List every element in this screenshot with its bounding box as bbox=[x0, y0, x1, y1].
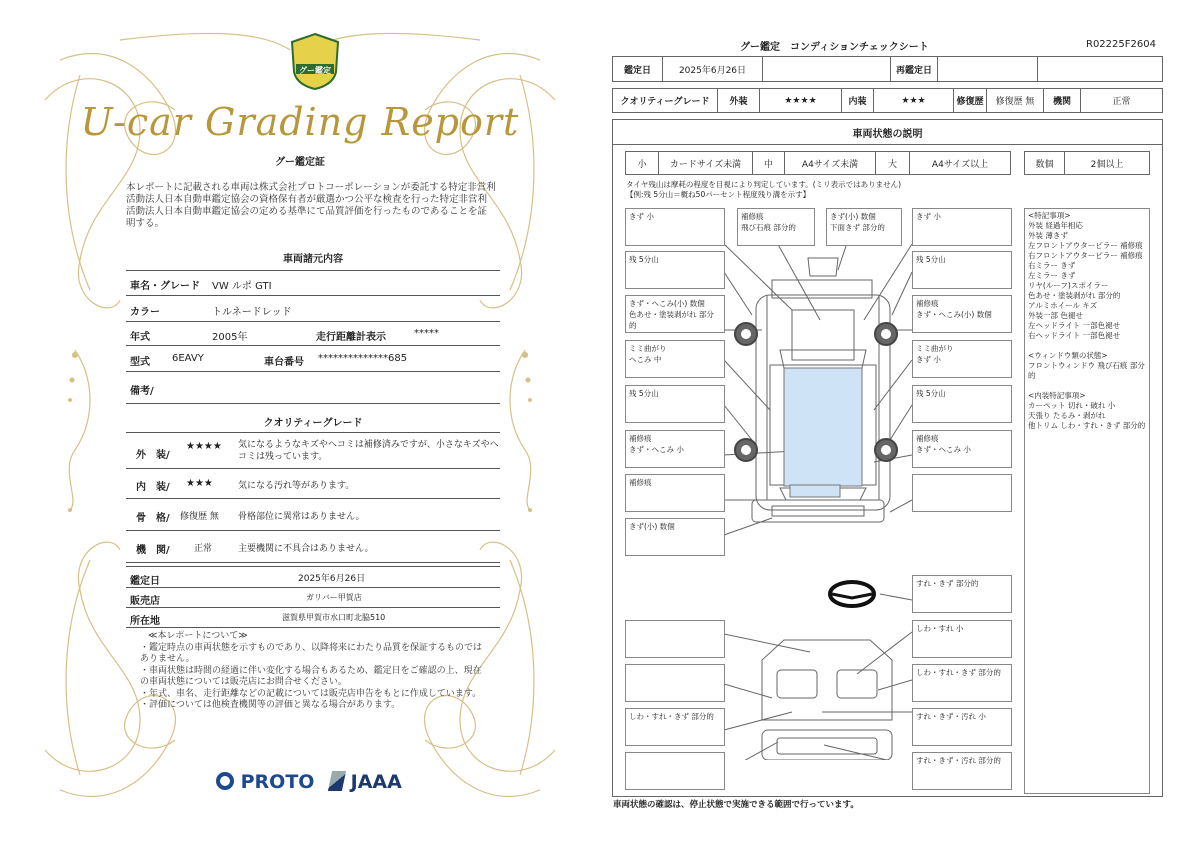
note-box: 補修痕 きず・へこみ(小) 数個 bbox=[912, 295, 1012, 333]
certificate-intro: 本レポートに記載される車両は株式会社プロトコーポレーションが委託する特定非営利活動法人日本自動車鑑定協会の資格保有者が厳選かつ公平な検査を行った特定非営利活動法人日本自動車鑑定協会の定める基準にて品質評価を行ったものであることを証明する。 bbox=[126, 182, 496, 229]
address-row bbox=[126, 608, 500, 628]
size-s-desc: カードサイズ未満 bbox=[659, 152, 753, 174]
report-title: U-car Grading Report bbox=[80, 100, 520, 144]
date-value: 2025年6月26日 bbox=[663, 57, 763, 81]
count-label: 数個 bbox=[1025, 152, 1065, 174]
note-box: 補修痕 きず・へこみ 小 bbox=[625, 430, 725, 468]
specs-heading: 車両諸元内容 bbox=[283, 254, 343, 265]
rear-glass bbox=[790, 485, 840, 497]
engine-label: 機 関/ bbox=[136, 545, 170, 556]
redate-label: 再鑑定日 bbox=[891, 57, 938, 81]
date-row bbox=[612, 56, 1163, 82]
sheet-footer: 車両状態の確認は、停止状態で実施できる範囲で行っています。 bbox=[613, 800, 859, 810]
appraisal-date-value: 2025年6月26日 bbox=[298, 574, 366, 584]
quality-row-interior bbox=[126, 469, 500, 499]
model-label: 型式 bbox=[130, 357, 150, 368]
proto-logo: PROTO bbox=[216, 771, 314, 793]
tire-note: タイヤ残山は摩耗の程度を目視により判定しています。(ミリ表示ではありません) bbox=[626, 180, 902, 189]
proto-mark-icon bbox=[216, 772, 234, 790]
note-box: しわ・すれ・きず 部分的 bbox=[912, 664, 1012, 702]
note-item: ・評価については他検査機関等の評価と異なる場合があります。 bbox=[140, 700, 401, 710]
note-item: ・車両状態は時間の経過に伴い変化する場合もあるため、鑑定日をご確認の上、現在の車両状態については販売店にお問合せください。 bbox=[140, 665, 482, 687]
quality-row-exterior bbox=[126, 432, 500, 469]
note-box bbox=[625, 664, 725, 702]
exterior-label: 外 装/ bbox=[136, 450, 170, 461]
repair-value: 修復歴 無 bbox=[987, 89, 1044, 112]
address-label: 所在地 bbox=[130, 616, 160, 627]
note-box: 補修痕 飛び石痕 部分的 bbox=[737, 208, 815, 246]
note-box: きず・へこみ(小) 数個 色あせ・塗装剥がれ 部分的 bbox=[625, 295, 725, 333]
address-value: 滋賀県甲賀市水口町北脇510 bbox=[282, 613, 386, 622]
sheet-title: グー鑑定 コンディションチェックシート bbox=[740, 42, 929, 53]
size-s: 小 bbox=[626, 152, 659, 174]
note-box: しわ・すれ・きず 部分的 bbox=[625, 708, 725, 746]
spec-row-remarks bbox=[126, 372, 500, 404]
blank-cell bbox=[1038, 57, 1162, 81]
model-value: 6EAVY bbox=[172, 353, 204, 364]
note-box: ミミ曲がり へこみ 中 bbox=[625, 340, 725, 378]
quality-heading: クオリティーグレード bbox=[263, 418, 363, 429]
dealer-row bbox=[126, 588, 500, 608]
odometer-value: ***** bbox=[414, 328, 439, 339]
dealer-label: 販売店 bbox=[130, 596, 160, 607]
engine-text: 主要機関に不具合はありません。 bbox=[238, 544, 374, 554]
special-notes: <特記事項> 外装 経過年相応 外装 薄きず 左フロントアウターピラー 補修痕 右フロントアウターピラー 補修痕 右ミラー きず 左ミラー きず リヤ(ルーフ)スポイラー 色あせ・塗装剥がれ 部分的 アルミホイール キズ 外装一部 色褪せ 左ヘッドライト 一部色褪せ 右ヘッドライト 一部色褪せ <ウィンドウ類の状態> フロントウィンドウ 飛び石痕 部分的 <内装特記事項> カーペット 切れ・破れ 小 天張り たるみ・剥がれ 他トリム しわ・すれ・きず 部分的 bbox=[1024, 208, 1150, 794]
date-label: 鑑定日 bbox=[613, 57, 663, 81]
note-box: しわ・すれ 小 bbox=[912, 620, 1012, 658]
report-id: R02225F2604 bbox=[1086, 39, 1156, 50]
ext-label: 外装 bbox=[718, 89, 760, 112]
frame-label: 骨 格/ bbox=[136, 513, 170, 524]
spec-row-year bbox=[126, 322, 500, 346]
year-label: 年式 bbox=[130, 332, 150, 343]
engine-label-right: 機関 bbox=[1044, 89, 1081, 112]
color-label: カラー bbox=[130, 307, 160, 318]
condition-title: 車両状態の説明 bbox=[613, 120, 1162, 145]
size-m: 中 bbox=[753, 152, 785, 174]
blank-cell bbox=[763, 57, 891, 81]
name-value: VW ルポ GTI bbox=[212, 281, 272, 292]
certificate-heading: グー鑑定証 bbox=[275, 157, 325, 168]
badge-shield-icon bbox=[288, 32, 342, 90]
count-desc: 2個以上 bbox=[1090, 159, 1124, 170]
size-l-desc: A4サイズ以上 bbox=[931, 159, 989, 170]
engine-value: 正常 bbox=[194, 544, 213, 554]
redate-value bbox=[938, 57, 1038, 81]
spec-row-model bbox=[126, 346, 500, 372]
note-box: きず(小) 数個 bbox=[625, 518, 725, 556]
dealer-value: ガリバー甲賀店 bbox=[306, 593, 362, 602]
appraisal-date-label: 鑑定日 bbox=[130, 576, 160, 587]
size-l: 大 bbox=[876, 152, 910, 174]
note-item: ・鑑定時点の車両状態を示すものであり、以降将来にわたり品質を保証するものではありません。 bbox=[140, 642, 483, 664]
jaaa-mark-icon bbox=[328, 771, 346, 791]
note-box: すれ・きず 部分的 bbox=[912, 575, 1012, 613]
quality-row-frame bbox=[126, 499, 500, 531]
note-item: ・年式、車名、走行距離などの記載については販売店申告をもとに作成しています。 bbox=[140, 688, 482, 699]
color-value: トルネードレッド bbox=[212, 307, 292, 318]
note-box bbox=[625, 752, 725, 790]
note-box bbox=[912, 474, 1012, 512]
note-box: ミミ曲がり きず 小 bbox=[912, 340, 1012, 378]
jaaa-logo: JAAA bbox=[330, 771, 402, 793]
size-legend bbox=[625, 151, 1011, 175]
chassis-label: 車台番号 bbox=[264, 357, 304, 368]
spec-row-color bbox=[126, 296, 500, 322]
note-box: 残 5分山 bbox=[912, 385, 1012, 423]
ext-stars: ★★★★ bbox=[760, 89, 842, 112]
badge-label: グー鑑定 bbox=[299, 66, 331, 75]
note-box: きず(小) 数個 下面きず 部分的 bbox=[826, 208, 902, 246]
note-box: 残 5分山 bbox=[625, 251, 725, 289]
spec-row-name bbox=[126, 270, 500, 296]
int-label: 内装 bbox=[842, 89, 874, 112]
frame-value: 修復歴 無 bbox=[180, 512, 219, 522]
note-box: すれ・きず・汚れ 小 bbox=[912, 708, 1012, 746]
name-label: 車名・グレード bbox=[130, 281, 200, 292]
quality-row-engine bbox=[126, 531, 500, 563]
exterior-text: 気になるようなキズやヘコミは補修済みですが、小さなキズやヘコミは残っています。 bbox=[238, 440, 499, 462]
interior-label: 内 装/ bbox=[136, 482, 170, 493]
interior-text: 気になる汚れ等があります。 bbox=[238, 481, 355, 491]
int-stars: ★★★ bbox=[874, 89, 954, 112]
note-box: すれ・きず・汚れ 部分的 bbox=[912, 752, 1012, 790]
notes-title: ≪本レポートについて≫ bbox=[148, 631, 248, 641]
repair-label: 修復歴 bbox=[954, 89, 987, 112]
year-value: 2005年 bbox=[212, 332, 248, 343]
grade-label: クオリティーグレード bbox=[613, 89, 718, 112]
note-box: 補修痕 bbox=[625, 474, 725, 512]
note-box: きず 小 bbox=[912, 208, 1012, 246]
goo-kantei-badge bbox=[288, 32, 342, 90]
note-box: 残 5分山 bbox=[625, 385, 725, 423]
appraisal-date-row bbox=[126, 566, 500, 588]
exterior-stars: ★★★★ bbox=[186, 441, 222, 452]
count-legend bbox=[1024, 151, 1150, 175]
chassis-value: **************685 bbox=[318, 353, 408, 364]
note-box: 残 5分山 bbox=[912, 251, 1012, 289]
odometer-label: 走行距離計表示 bbox=[316, 332, 386, 343]
note-box bbox=[625, 620, 725, 658]
remarks-label: 備考/ bbox=[130, 386, 154, 397]
windshield-glass bbox=[784, 368, 862, 486]
size-m-desc: A4サイズ未満 bbox=[785, 152, 876, 174]
interior-stars: ★★★ bbox=[186, 478, 213, 489]
report-notes bbox=[140, 631, 490, 712]
note-box: 補修痕 きず・へこみ 小 bbox=[912, 430, 1012, 468]
engine-value-right: 正常 bbox=[1112, 97, 1131, 107]
note-box: きず 小 bbox=[625, 208, 725, 246]
tire-example: 【例:残 5分山＝概ね50パーセント程度残り溝を示す】 bbox=[626, 190, 811, 199]
grade-row bbox=[612, 88, 1163, 113]
frame-text: 骨格部位に異常はありません。 bbox=[238, 512, 365, 522]
